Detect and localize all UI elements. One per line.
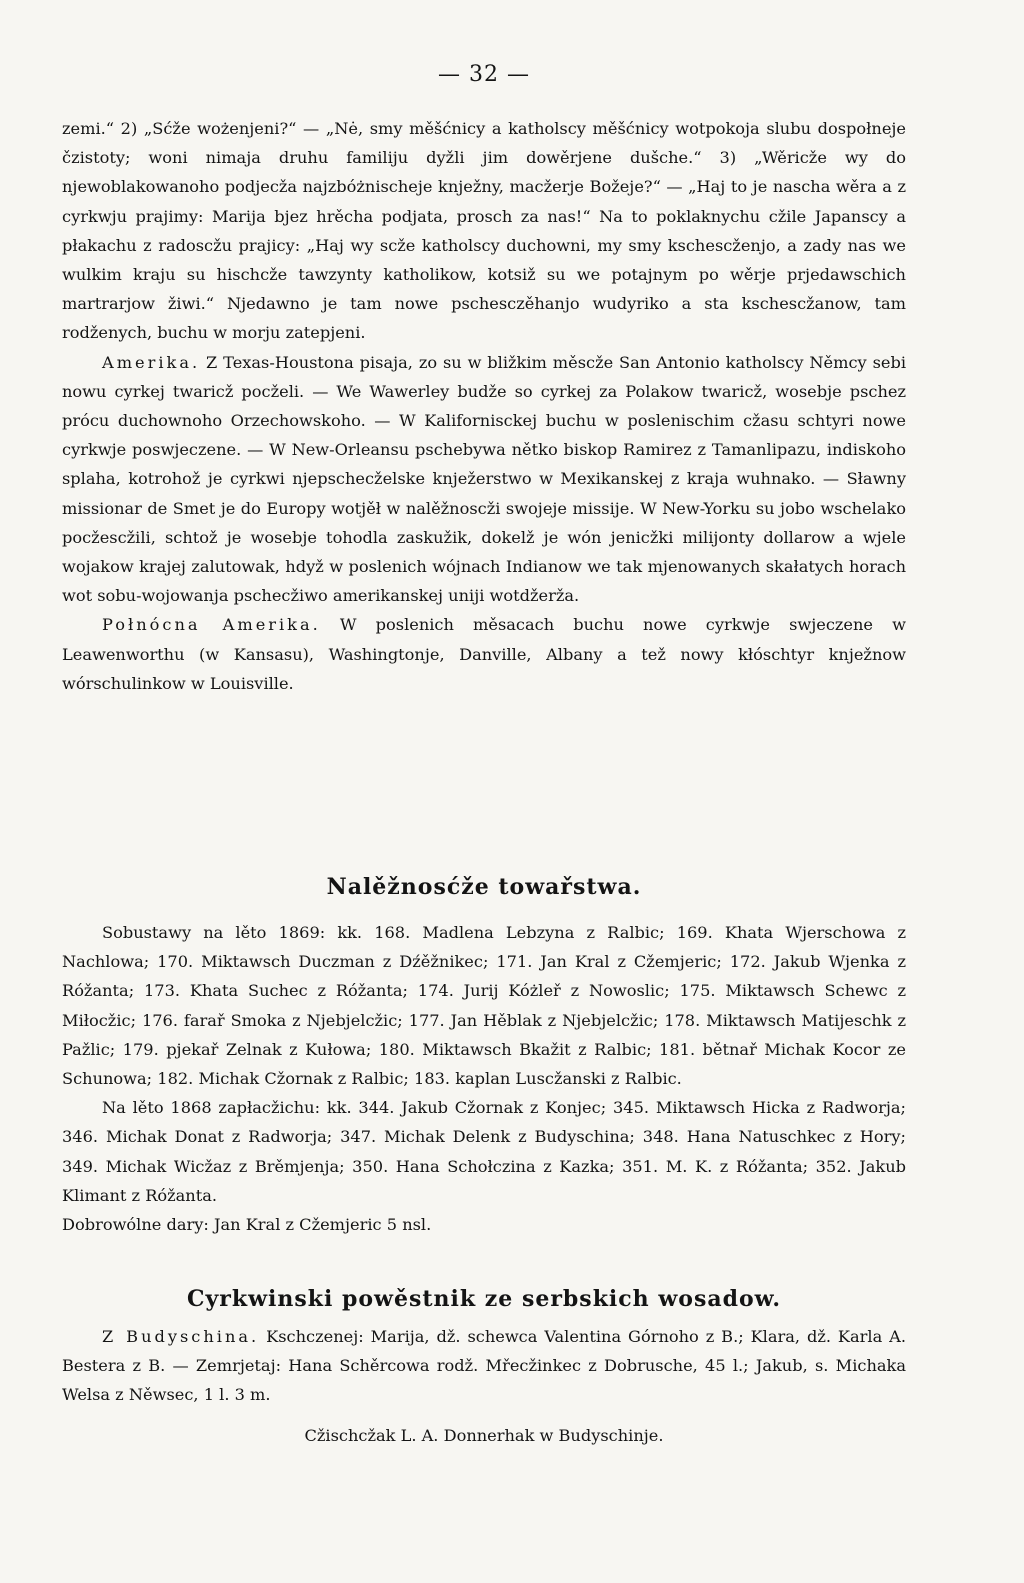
society-members-1868: Na lěto 1868 zapłacžichu: kk. 344. Jakub Cžornak z Konjec; 345. Miktawsch Hicka z Radworja; 346. Michak Donat z Radworja; 347. Michak Delenk z Budyschina; 348. Hana Natuschkec z Hory; 349. Michak Wicžaz z Brěmjenja; 350. Hana Schołczina z Kazka; 351. M. K. z Róžanta; 352. Jakub Klimant z Róžanta. [62,1098,906,1205]
parish-paragraph [62,1322,906,1410]
section-heading-church-news: Cyrkwinski powěstnik ze serbskich wosadow. [186,1286,782,1312]
society-members-1869: Sobustawy na lěto 1869: kk. 168. Madlena Lebzyna z Ralbic; 169. Khata Wjerschowa z Nachlowa; 170. Miktawsch Duczman z Dźěžnikec; 171. Jan Kral z Cžemjeric; 172. Jakub Wjenka z Róžanta; 173. Khata Suchec z Róžanta; 174. Jurij Kóżleř z Nowoslic; 175. Miktawsch Schewc z Miłocžic; 176. farař Smoka z Njebjelcžic; 177. Jan Hěblak z Njebjelcžic; 178. Miktawsch Matijeschk z Pažlic; 179. pjekař Zelnak z Kułowa; 180. Miktawsch Bkažit z Ralbic; 181. bětnař Michak Kocor ze Schunowa; 182. Michak Cžornak z Ralbic; 183. kaplan Luscžanski z Ralbic. [62,923,906,1089]
america-text: Z Texas-Houstona pisaja, zo su w bližkim měscže San Antonio katholscy Němcy sebi nowu cyrkej twaricž pocželi. — We Wawerley budže so cyrkej za Polakow twaricž, wosebje pschez prócu duchownoho Orzechowskoho. — W Kalifornisckej buchu w poslenischim cžasu schtyri nowe cyrkwje poswjeczene. — W New-Orleansu pschebywa nětko biskop Ramirez z Tamanlipazu, indiskoho splaha, kotrohož je cyrkwi njepschecželske knježerstwo w Mexikanskej z kraja wuhnako. — Sławny missionar de Smet je do Europy wotjěł w nalěžnoscži swojeje missije. W New-Yorku su jobo wschelako pocžescžili, schtož je wosebje tohodla zaskužik, dokelž je wón jenicžki milijonty dollarow a wjele wojakow krajej zalutowak, hdyž w poslenich wójnach Indianow we tak mjenowanych skałatych horach wot sobu-wojowanja pschecžiwo amerikanskej uniji wotdžerža. [62,352,907,606]
intro-paragraph: zemi.“ 2) „Sćže wożenjeni?“ — „Nė, smy měšćnicy a katholscy měšćnicy wotpokoja slubu dospołneje čzistoty; woni nimaja druhu familiju dyžli jim dowěrjene dušche.“ 3) „Wěricže wy do njewoblakowanoho podjecža najzbóżnischeje knježny, macžerje Božeje?“ — „Haj to je nascha wěra a z cyrkwju prajimy: Marija bjez hrěcha podjata, prosch za nas!“ Na to poklaknychu cžile Japanscy a płakachu z radoscžu prajicy: „Haj wy scže katholscy duchowni, my smy kschescženjo, a zady nas we wulkim kraju su hischcže tawzynty katholikow, kotsiž su we potajnym po wěrje prjedawschich martrarjow žiwi.“ Njedawno je tam nowe pschesczěhanjo wudyriko a sta kschescžanow, tam rodženych, buchu w morju zatepjeni. [62,119,906,343]
society-section [62,918,906,1239]
north-america-label: Połnócna Amerika. [102,615,321,635]
parish-text: Kschczenej: Marija, dž. schewca Valentina Górnoho z B.; Klara, dž. Karla A. Bestera z B. — Zemrjetaj: Hana Schěrcowa rodž. Mřecžinkec z Dobrusche, 45 l.; Jakub, s. Michaka Welsa z Něwsec, 1 l. 3 m. [62,1327,906,1405]
america-label: Amerika. [102,352,201,372]
north-america-paragraph [62,610,906,698]
page-number: — 32 — [438,62,530,87]
parish-place: Z Budyschina. [102,1327,260,1346]
intro-text [62,114,906,698]
north-america-text: W poslenich měsacach buchu nowe cyrkwje swjeczene w Leawenworthu (w Kansasu), Washingtonje, Danville, Albany a tež nowy kłóschtyr knježnow wórschulinkow w Louisville. [62,615,906,693]
america-paragraph [62,348,906,611]
section-heading-society: Nalěžnosćže towařstwa. [326,874,642,900]
imprint: Cžischcžak L. A. Donnerhak w Budyschinje. [304,1426,664,1445]
parish-section [62,1322,906,1410]
society-donations: Dobrowólne dary: Jan Kral z Cžemjeric 5 nsl. [62,1215,432,1235]
